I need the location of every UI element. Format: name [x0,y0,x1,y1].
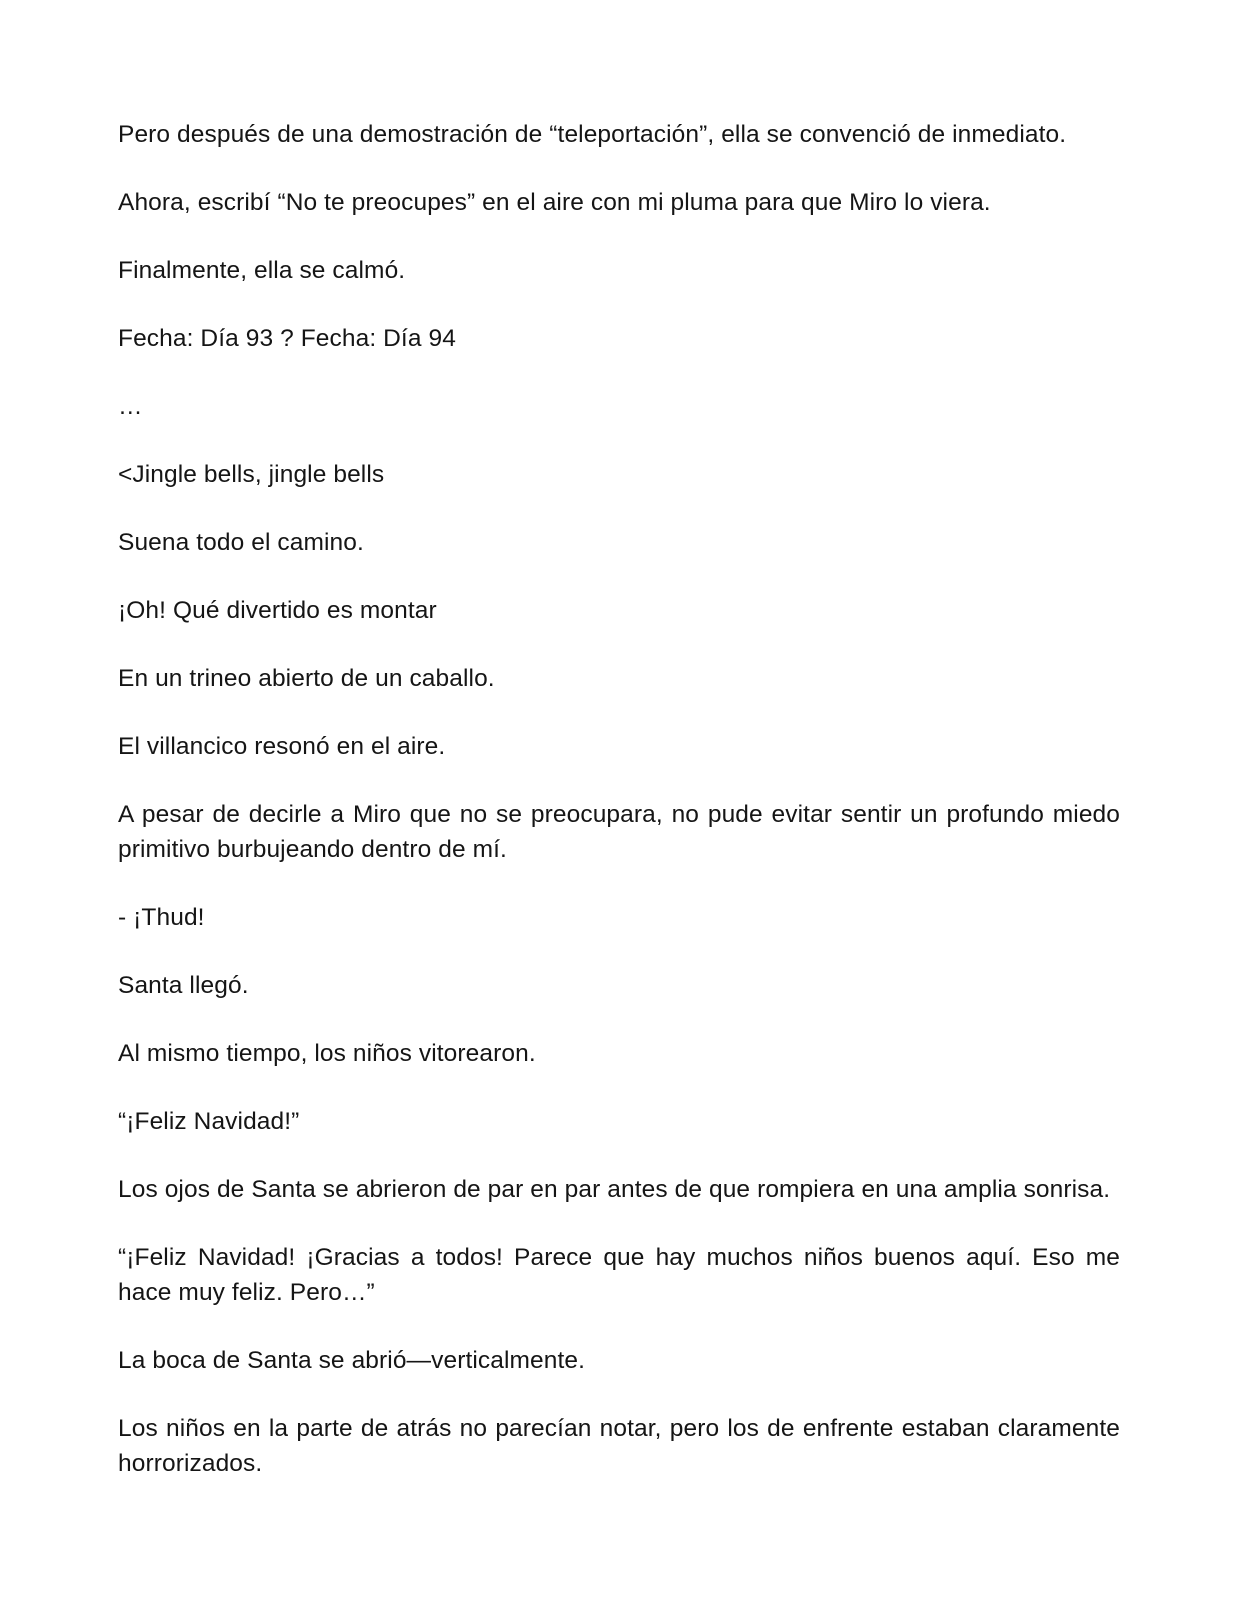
paragraph: “¡Feliz Navidad! ¡Gracias a todos! Parece que hay muchos niños buenos aquí. Eso me hace muy feliz. Pero…” [118,1244,1120,1306]
paragraph: A pesar de decirle a Miro que no se preocupara, no pude evitar sentir un profundo miedo primitivo burbujeando dentro de mí. [118,801,1120,863]
paragraph: Suena todo el camino. [118,529,364,556]
paragraph: Pero después de una demostración de “teleportación”, ella se convenció de inmediato. [118,121,1067,148]
paragraph: Finalmente, ella se calmó. [118,257,406,284]
paragraph: - ¡Thud! [118,904,205,931]
paragraph: La boca de Santa se abrió—verticalmente. [118,1347,586,1374]
paragraph: <Jingle bells, jingle bells [118,461,385,488]
paragraph: Santa llegó. [118,972,249,999]
paragraph: Al mismo tiempo, los niños vitorearon. [118,1040,536,1067]
paragraph: Ahora, escribí “No te preocupes” en el aire con mi pluma para que Miro lo viera. [118,189,991,216]
paragraph: ¡Oh! Qué divertido es montar [118,597,437,624]
paragraph: El villancico resonó en el aire. [118,733,446,760]
paragraph: … [118,393,143,420]
paragraph: Los niños en la parte de atrás no parecían notar, pero los de enfrente estaban claramente horrorizados. [118,1415,1120,1477]
paragraph: En un trineo abierto de un caballo. [118,665,495,692]
paragraph: Fecha: Día 93 ? Fecha: Día 94 [118,325,456,352]
paragraph: Los ojos de Santa se abrieron de par en par antes de que rompiera en una amplia sonrisa. [118,1176,1111,1203]
paragraph: “¡Feliz Navidad!” [118,1108,300,1135]
